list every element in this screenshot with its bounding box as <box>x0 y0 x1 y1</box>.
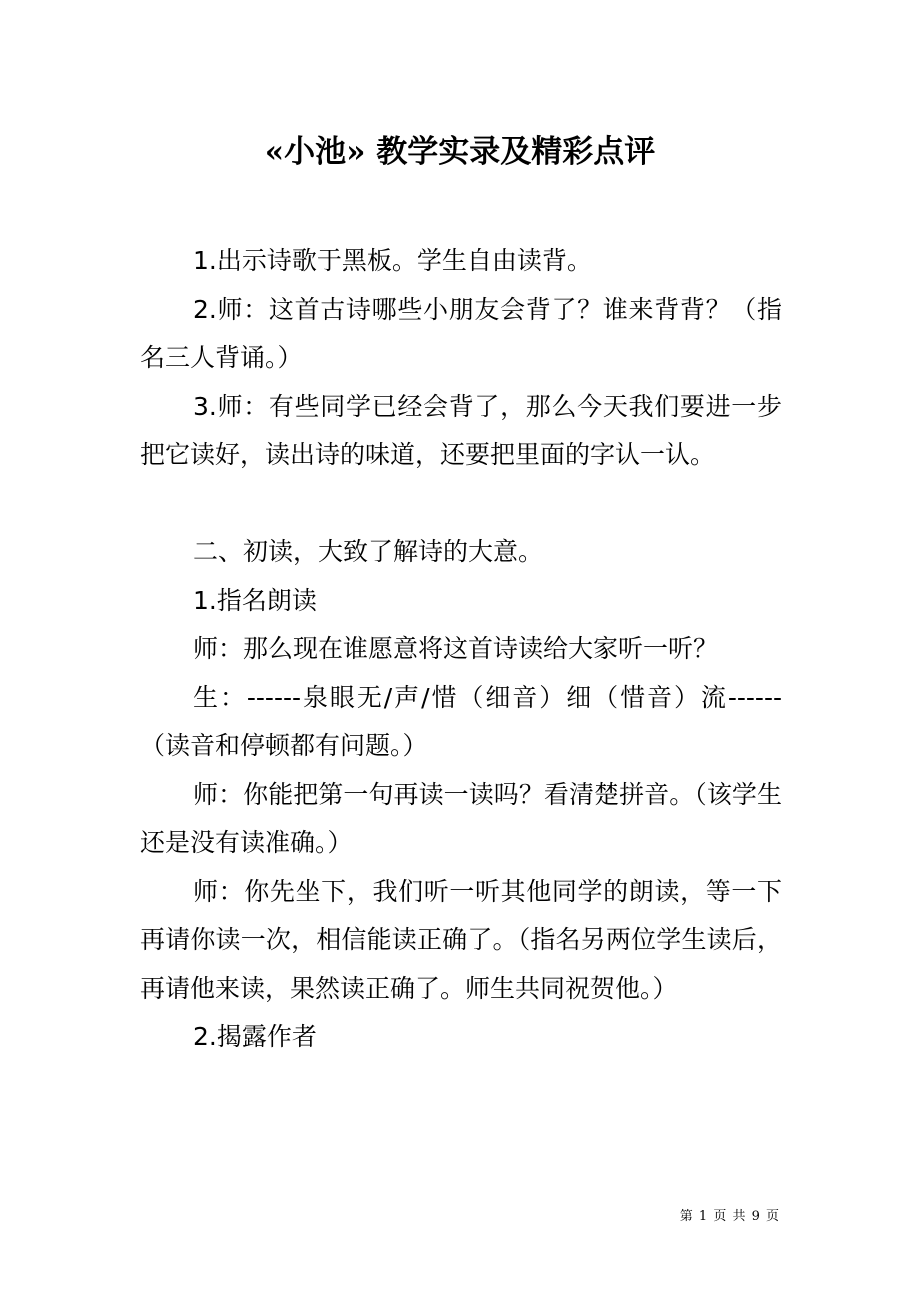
paragraph-6: 生：------泉眼无/声/惜（细音）细（惜音）流------（读音和停顿都有问题。） <box>140 682 782 760</box>
paragraph-5: 师：那么现在谁愿意将这首诗读给大家听一听？ <box>193 634 719 663</box>
paragraph-8: 师：你先坐下，我们听一听其他同学的朗读，等一下再请你读一次，相信能读正确了。（指名另两位学生读后，再请他来读，果然读正确了。师生共同祝贺他。） <box>140 876 782 1003</box>
paragraph-2: 2.师：这首古诗哪些小朋友会背了？谁来背背？（指名三人背诵。） <box>140 294 782 372</box>
section-heading-2: 二、初读，大致了解诗的大意。 <box>193 537 544 566</box>
paragraph-7: 师：你能把第一句再读一读吗？看清楚拼音。（该学生还是没有读准确。） <box>140 779 782 857</box>
paragraph-3: 3.师：有些同学已经会背了，那么今天我们要进一步把它读好，读出诗的味道，还要把里面的字认一认。 <box>140 391 782 469</box>
paragraph-9: 2.揭露作者 <box>193 1022 317 1051</box>
paragraph-4: 1.指名朗读 <box>193 585 317 615</box>
document-body <box>140 237 782 1062</box>
page-number-footer: 第 1 页 共 9 页 <box>679 1209 780 1224</box>
blank-line <box>140 480 782 529</box>
document-title: «小池» 教学实录及精彩点评 <box>264 134 656 170</box>
paragraph-1: 1.出示诗歌于黑板。学生自由读背。 <box>193 246 592 275</box>
